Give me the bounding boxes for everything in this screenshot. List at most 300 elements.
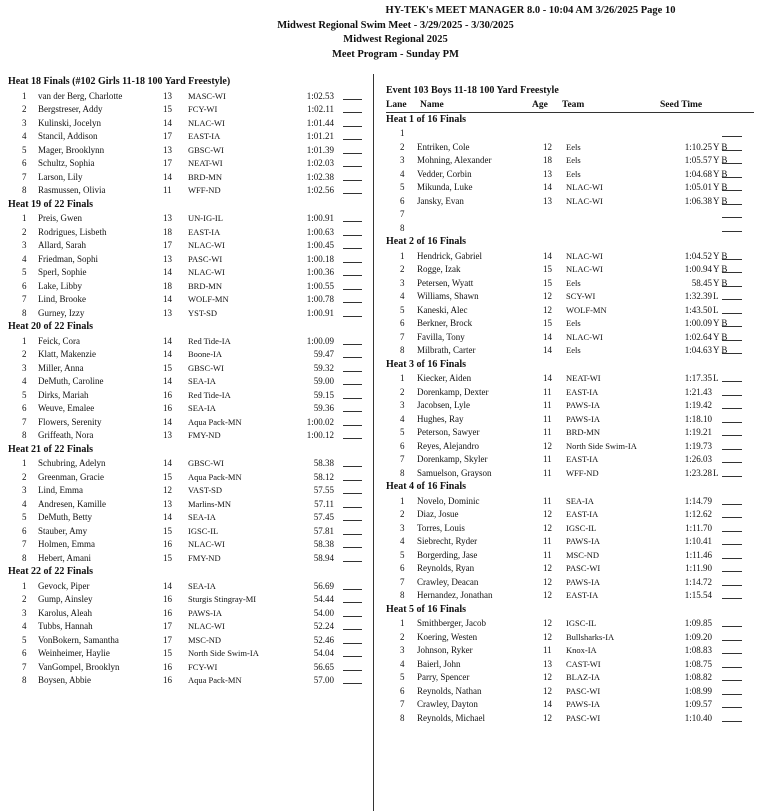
swimmer-name: Stauber, Amy xyxy=(38,525,88,536)
lane-number: 7 xyxy=(22,539,27,549)
seed-time: 1:00.09 xyxy=(684,318,712,328)
team-name: Aqua Pack-MN xyxy=(188,471,242,482)
swimmer-name: Favilla, Tony xyxy=(417,331,465,342)
lane-number: 2 xyxy=(400,631,405,642)
swimmer-name: Lake, Libby xyxy=(38,280,82,291)
lane-number: 6 xyxy=(400,318,405,328)
lane-number: 5 xyxy=(22,634,27,645)
swimmer-age: 12 xyxy=(543,304,552,315)
entry-row xyxy=(386,141,754,155)
entry-row xyxy=(386,671,754,685)
final-time-blank xyxy=(343,498,362,508)
swimmer-name: Karolus, Aleah xyxy=(38,607,92,618)
seed-time: 1:11.90 xyxy=(685,563,712,573)
seed-time: 1:02.03 xyxy=(306,158,334,168)
seed-time: 1:26.03 xyxy=(684,454,712,464)
team-name: EAST-IA xyxy=(566,454,599,464)
seed-time: 59.32 xyxy=(313,362,334,373)
swimmer-age: 14 xyxy=(163,171,172,182)
team-name: NLAC-WI xyxy=(188,621,225,631)
seed-time: 1:02.53 xyxy=(306,90,334,101)
swimmer-age: 12 xyxy=(543,440,552,451)
final-time-blank xyxy=(722,304,742,314)
lane-number: 7 xyxy=(400,331,405,342)
swimmer-name: Holmen, Emma xyxy=(38,539,95,549)
entry-row xyxy=(8,144,370,158)
final-time-blank xyxy=(722,535,742,545)
swimmer-name: Boysen, Abbie xyxy=(38,675,91,685)
final-time-blank xyxy=(343,335,362,345)
swimmer-age: 18 xyxy=(163,226,172,237)
lane-number: 8 xyxy=(22,430,27,440)
entry-row xyxy=(386,154,754,168)
team-name: BRD-MN xyxy=(566,427,601,437)
team-name: PASC-WI xyxy=(566,712,601,723)
lane-number: 3 xyxy=(22,362,27,373)
seed-time: 57.55 xyxy=(313,485,334,495)
seed-time: 1:08.82 xyxy=(684,672,712,682)
swimmer-name: Klatt, Makenzie xyxy=(38,349,96,359)
seed-time: 57.81 xyxy=(313,525,334,536)
lane-number: 3 xyxy=(22,485,27,495)
swimmer-age: 15 xyxy=(163,362,172,373)
swimmer-age: 14 xyxy=(543,182,552,192)
team-name: NLAC-WI xyxy=(566,264,603,274)
swimmer-age: 15 xyxy=(543,277,552,288)
lane-number: 6 xyxy=(400,440,405,451)
swimmer-age: 14 xyxy=(543,331,552,342)
swimmer-age: 15 xyxy=(163,648,172,658)
lane-number: 2 xyxy=(400,509,405,519)
team-name: Red Tide-IA xyxy=(188,335,231,346)
swimmer-name: Jansky, Evan xyxy=(417,195,464,206)
lane-number: 3 xyxy=(400,400,405,410)
entry-row xyxy=(386,685,754,699)
swimmer-age: 12 xyxy=(543,618,552,628)
final-time-blank xyxy=(343,226,362,236)
entry-row xyxy=(386,644,754,658)
team-name: Aqua Pack-MN xyxy=(188,675,242,685)
entry-row xyxy=(8,647,370,661)
entry-row xyxy=(8,375,370,389)
seed-code: Y B xyxy=(713,168,728,179)
team-name: GBSC-WI xyxy=(188,362,224,373)
lane-number: 4 xyxy=(400,413,405,424)
entry-row xyxy=(386,576,754,590)
final-time-blank xyxy=(343,402,362,412)
team-name: PASC-WI xyxy=(566,563,601,573)
entry-row xyxy=(386,331,754,345)
swimmer-name: VonBokern, Samantha xyxy=(38,634,119,645)
team-name: SEA-IA xyxy=(188,376,216,386)
final-time-blank xyxy=(343,348,362,358)
seed-time: 1:09.20 xyxy=(684,631,712,642)
entry-row xyxy=(8,552,370,566)
swimmer-name: Dorenkamp, Skyler xyxy=(417,454,488,464)
final-time-blank xyxy=(343,253,362,263)
heat-header: Heat 4 of 16 Finals xyxy=(386,481,466,492)
heat-header: Heat 5 of 16 Finals xyxy=(386,603,466,615)
lane-number: 1 xyxy=(400,495,405,506)
seed-time: 1:06.38 xyxy=(684,195,712,206)
team-name: PAWS-IA xyxy=(566,699,600,709)
final-time-blank xyxy=(343,647,362,657)
lane-number: 6 xyxy=(22,525,27,536)
swimmer-age: 14 xyxy=(163,117,172,128)
swimmer-name: Hendrick, Gabriel xyxy=(417,250,482,261)
entry-row xyxy=(386,399,754,413)
heat-header: Heat 19 of 22 Finals xyxy=(8,198,93,210)
meet-name: Midwest Regional Swim Meet - 3/29/2025 - 3/30/2025 xyxy=(277,19,514,31)
swimmer-name: Hebert, Amani xyxy=(38,552,91,563)
team-name: PAWS-IA xyxy=(188,607,222,618)
swimmer-name: DeMuth, Betty xyxy=(38,512,92,522)
swimmer-age: 17 xyxy=(163,158,172,168)
entry-row xyxy=(8,348,370,362)
final-time-blank xyxy=(722,426,742,436)
swimmer-name: Gurney, Izzy xyxy=(38,307,85,318)
team-name: Eels xyxy=(566,318,581,328)
lane-number: 3 xyxy=(400,277,405,288)
swimmer-name: Parry, Spencer xyxy=(417,672,470,682)
seed-time: 54.00 xyxy=(313,607,334,618)
final-time-blank xyxy=(343,389,362,399)
swimmer-age: 17 xyxy=(163,240,172,250)
final-time-blank xyxy=(722,617,742,627)
lane-number: 2 xyxy=(22,471,27,482)
swimmer-age: 14 xyxy=(543,699,552,709)
swimmer-name: Miller, Anna xyxy=(38,362,84,373)
final-time-blank xyxy=(343,280,362,290)
entry-row xyxy=(386,712,754,726)
team-name: GBSC-WI xyxy=(188,144,224,155)
entry-row xyxy=(386,589,754,603)
entry-row xyxy=(8,661,370,675)
seed-time: 57.45 xyxy=(313,512,334,522)
entry-row xyxy=(8,580,370,594)
final-time-blank xyxy=(343,620,362,630)
swimmer-name: Weuve, Emalee xyxy=(38,403,95,413)
team-name: SCY-WI xyxy=(566,291,596,301)
seed-time: 1:15.54 xyxy=(684,590,712,600)
final-time-blank xyxy=(722,712,742,722)
team-name: CAST-WI xyxy=(566,658,601,669)
final-time-blank xyxy=(343,484,362,494)
swimmer-age: 14 xyxy=(543,345,552,355)
team-name: NEAT-WI xyxy=(188,158,223,168)
swimmer-name: Bergstreser, Addy xyxy=(38,104,103,114)
swimmer-name: Gump, Ainsley xyxy=(38,594,93,604)
entry-row xyxy=(8,471,370,485)
entry-row xyxy=(386,344,754,358)
swimmer-name: Feick, Cora xyxy=(38,335,80,346)
entry-row xyxy=(8,607,370,621)
swimmer-age: 13 xyxy=(163,430,172,440)
lane-number: 3 xyxy=(400,155,405,165)
swimmer-name: Reynolds, Nathan xyxy=(417,685,482,696)
team-name: North Side Swim-IA xyxy=(566,440,637,451)
final-time-blank xyxy=(722,522,742,532)
swimmer-age: 12 xyxy=(543,631,552,642)
entry-row xyxy=(386,372,754,386)
seed-time: 1:18.10 xyxy=(684,413,712,424)
swimmer-age: 11 xyxy=(543,467,552,478)
swimmer-age: 15 xyxy=(163,471,172,482)
final-time-blank xyxy=(343,457,362,467)
swimmer-name: Johnson, Ryker xyxy=(417,645,473,655)
lane-number: 5 xyxy=(22,267,27,277)
entry-row xyxy=(386,290,754,304)
team-name: WOLF-MN xyxy=(566,304,607,315)
swimmer-age: 16 xyxy=(163,661,172,672)
entry-row xyxy=(8,171,370,185)
seed-time: 57.00 xyxy=(313,675,334,685)
lane-number: 4 xyxy=(22,621,27,631)
seed-time: 1:02.38 xyxy=(306,171,334,182)
final-time-blank xyxy=(722,671,742,681)
swimmer-name: Mager, Brooklynn xyxy=(38,144,105,155)
lane-number: 6 xyxy=(22,158,27,168)
team-name: EAST-IA xyxy=(566,386,599,397)
swimmer-age: 12 xyxy=(543,576,552,587)
lane-number: 3 xyxy=(22,117,27,128)
heat-header: Heat 2 of 16 Finals xyxy=(386,236,466,247)
swimmer-age: 18 xyxy=(543,155,552,165)
final-time-blank xyxy=(722,344,742,354)
swimmer-name: Rodrigues, Lisbeth xyxy=(38,226,107,237)
seed-time: 1:00.91 xyxy=(306,307,334,318)
lane-number: 6 xyxy=(22,403,27,413)
swimmer-name: Siebrecht, Ryder xyxy=(417,536,478,546)
lane-number: 5 xyxy=(400,549,405,560)
entry-row xyxy=(386,562,754,576)
swimmer-name: Kiecker, Aiden xyxy=(417,373,472,383)
swimmer-name: van der Berg, Charlotte xyxy=(38,90,123,101)
final-time-blank xyxy=(343,538,362,548)
swimmer-name: Diaz, Josue xyxy=(417,509,459,519)
lane-number: 7 xyxy=(22,294,27,304)
swimmer-name: Mohning, Alexander xyxy=(417,155,492,165)
swimmer-age: 11 xyxy=(543,386,552,397)
swimmer-name: Rasmussen, Olivia xyxy=(38,185,106,195)
final-time-blank xyxy=(343,293,362,303)
swimmer-name: Sperl, Sophie xyxy=(38,267,87,277)
entry-row xyxy=(386,467,754,481)
entry-row xyxy=(386,277,754,291)
swimmer-name: Reyes, Alejandro xyxy=(417,440,479,451)
lane-number: 7 xyxy=(400,699,405,709)
swimmer-age: 14 xyxy=(163,376,172,386)
final-time-blank xyxy=(722,685,742,695)
final-time-blank xyxy=(343,661,362,671)
team-name: SEA-IA xyxy=(188,512,216,522)
team-name: PAWS-IA xyxy=(566,400,600,410)
final-time-blank xyxy=(343,117,362,127)
seed-code: L xyxy=(713,373,719,383)
entry-row xyxy=(386,549,754,563)
seed-code: Y B xyxy=(713,250,728,261)
seed-code: Y B xyxy=(713,195,728,206)
lane-number: 3 xyxy=(400,645,405,655)
lane-number: 4 xyxy=(22,498,27,509)
seed-code: Y B xyxy=(713,141,728,152)
final-time-blank xyxy=(722,222,742,232)
swimmer-name: Berkner, Brock xyxy=(417,318,473,328)
swimmer-name: Crawley, Deacan xyxy=(417,576,479,587)
seed-code: Y B xyxy=(713,264,728,274)
entry-row xyxy=(8,280,370,294)
swimmer-age: 12 xyxy=(543,590,552,600)
team-name: Knox-IA xyxy=(566,645,597,655)
entry-row xyxy=(386,631,754,645)
final-time-blank xyxy=(343,103,362,113)
seed-time: 58.38 xyxy=(313,458,334,468)
team-name: SEA-IA xyxy=(566,495,594,506)
team-name: NLAC-WI xyxy=(188,117,225,128)
swimmer-age: 13 xyxy=(543,168,552,179)
entry-row xyxy=(386,222,754,236)
swimmer-age: 15 xyxy=(163,552,172,563)
swimmer-name: Vedder, Corbin xyxy=(417,168,472,179)
team-name: FMY-ND xyxy=(188,430,221,440)
final-time-blank xyxy=(722,631,742,641)
lane-number: 5 xyxy=(400,427,405,437)
lane-number: 4 xyxy=(22,131,27,141)
team-name: IGSC-IL xyxy=(566,522,597,533)
swimmer-name: Flowers, Serenity xyxy=(38,416,102,427)
col-age-header: Age xyxy=(532,99,548,110)
team-name: SEA-IA xyxy=(188,403,216,413)
seed-time: 1:11.70 xyxy=(685,522,712,533)
team-name: PAWS-IA xyxy=(566,536,600,546)
entry-row xyxy=(8,416,370,430)
final-time-blank xyxy=(343,307,362,317)
lane-number: 5 xyxy=(22,144,27,155)
seed-time: 58.38 xyxy=(313,539,334,549)
team-name: GBSC-WI xyxy=(188,458,224,468)
seed-time: 1:00.12 xyxy=(306,430,334,440)
swimmer-name: Andresen, Kamille xyxy=(38,498,106,509)
final-time-blank xyxy=(722,263,742,273)
team-name: Red Tide-IA xyxy=(188,389,231,400)
seed-time: 58.12 xyxy=(313,471,334,482)
seed-code: Y B xyxy=(713,155,728,165)
entry-row xyxy=(386,413,754,427)
lane-number: 6 xyxy=(22,648,27,658)
entry-row xyxy=(386,508,754,522)
seed-time: 1:02.64 xyxy=(684,331,712,342)
entry-row xyxy=(8,484,370,498)
team-name: Aqua Pack-MN xyxy=(188,416,242,427)
seed-time: 1:00.63 xyxy=(306,226,334,237)
seed-time: 1:19.42 xyxy=(684,400,712,410)
swimmer-age: 12 xyxy=(543,291,552,301)
page-header xyxy=(0,4,761,62)
swimmer-age: 14 xyxy=(163,580,172,591)
final-time-blank xyxy=(343,552,362,562)
swimmer-age: 14 xyxy=(543,373,552,383)
swimmer-age: 11 xyxy=(543,413,552,424)
final-time-blank xyxy=(722,317,742,327)
team-name: IGSC-IL xyxy=(188,525,219,536)
seed-code: Y B xyxy=(713,182,728,192)
lane-number: 8 xyxy=(400,345,405,355)
heat-header: Heat 20 of 22 Finals xyxy=(8,321,93,332)
left-column xyxy=(8,75,370,688)
team-name: Sturgis Stingray-MI xyxy=(188,594,257,604)
swimmer-name: Schultz, Sophia xyxy=(38,158,95,168)
team-name: EAST-IA xyxy=(566,590,599,600)
swimmer-age: 15 xyxy=(163,525,172,536)
lane-number: 1 xyxy=(22,458,27,468)
lane-number: 1 xyxy=(22,213,27,223)
swimmer-name: Kaneski, Alec xyxy=(417,304,468,315)
final-time-blank xyxy=(722,495,742,505)
seed-time: 1:11.46 xyxy=(685,549,712,560)
seed-time: 1:09.57 xyxy=(684,699,712,709)
team-name: EAST-IA xyxy=(188,131,221,141)
swimmer-name: Rogge, Izak xyxy=(417,264,461,274)
heat-header: Heat 18 Finals (#102 Girls 11-18 100 Yard Freestyle) xyxy=(8,76,231,87)
seed-time: 1:00.91 xyxy=(306,213,334,223)
entry-row xyxy=(8,593,370,607)
final-time-blank xyxy=(343,429,362,439)
final-time-blank xyxy=(722,168,742,178)
swimmer-age: 11 xyxy=(163,185,172,195)
swimmer-name: Allard, Sarah xyxy=(38,240,86,250)
heat-header: Heat 3 of 16 Finals xyxy=(386,358,466,370)
final-time-blank xyxy=(722,644,742,654)
seed-time: 1:08.75 xyxy=(684,658,712,669)
column-divider xyxy=(373,74,374,811)
seed-time: 1:32.39 xyxy=(684,291,712,301)
swimmer-age: 16 xyxy=(163,675,172,685)
swimmer-age: 13 xyxy=(543,195,552,206)
seed-time: 58.94 xyxy=(313,552,334,563)
lane-number: 6 xyxy=(400,195,405,206)
team-name: NEAT-WI xyxy=(566,373,601,383)
swimmer-name: Lind, Brooke xyxy=(38,294,86,304)
heat-header: Heat 1 of 16 Finals xyxy=(386,113,466,125)
lane-number: 5 xyxy=(400,182,405,192)
lane-number: 6 xyxy=(22,280,27,291)
right-column xyxy=(386,84,754,725)
heat-header: Heat 21 of 22 Finals xyxy=(8,443,93,455)
swimmer-age: 13 xyxy=(163,213,172,223)
final-time-blank xyxy=(343,171,362,181)
team-name: MSC-ND xyxy=(188,634,222,645)
seed-time: 1:01.44 xyxy=(306,117,334,128)
final-time-blank xyxy=(343,157,362,167)
final-time-blank xyxy=(722,250,742,260)
seed-time: 1:01.21 xyxy=(306,131,334,141)
entry-row xyxy=(386,304,754,318)
swimmer-age: 14 xyxy=(163,512,172,522)
final-time-blank xyxy=(722,508,742,518)
lane-number: 3 xyxy=(22,607,27,618)
seed-time: 1:00.02 xyxy=(306,416,334,427)
team-name: SEA-IA xyxy=(188,580,216,591)
swimmer-age: 12 xyxy=(543,509,552,519)
lane-number: 7 xyxy=(400,209,405,219)
team-name: MSC-ND xyxy=(566,549,600,560)
team-name: NLAC-WI xyxy=(566,182,603,192)
lane-number: 8 xyxy=(400,712,405,723)
lane-number: 1 xyxy=(400,373,405,383)
seed-time: 1:10.25 xyxy=(684,141,712,152)
swimmer-name: Kulinski, Jocelyn xyxy=(38,117,101,128)
swimmer-age: 14 xyxy=(163,294,172,304)
